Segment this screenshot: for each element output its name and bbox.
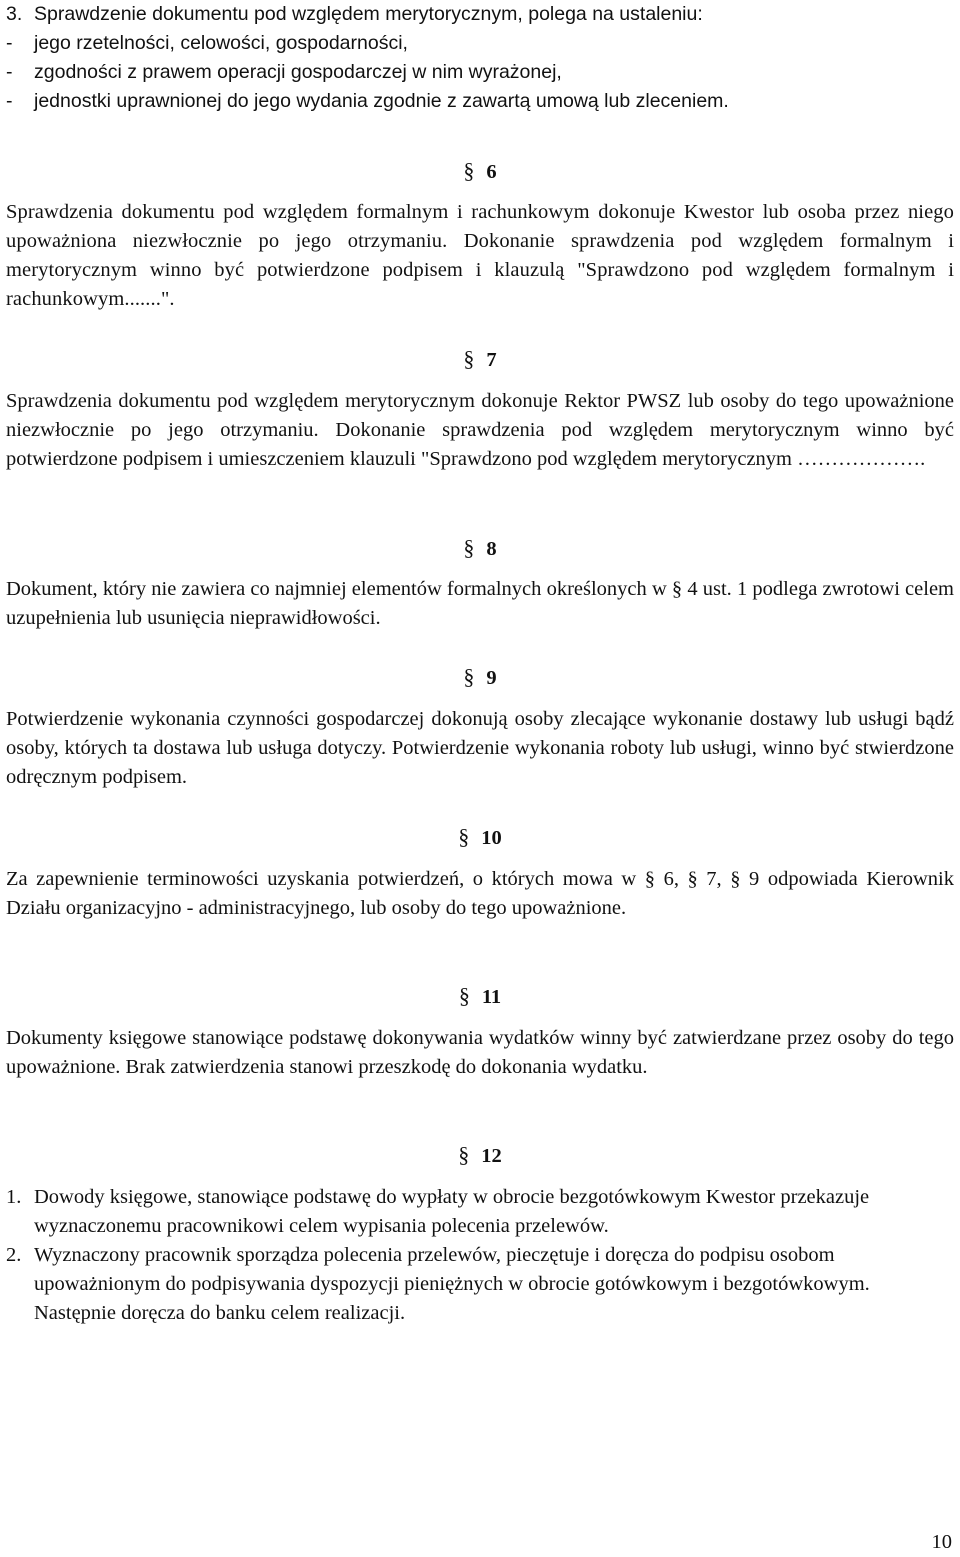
paragraph-10-text: Za zapewnienie terminowości uzyskania potwierdzeń, o których mowa w § 6, § 7, § 9 odpowiada Kierownik Działu organizacyjno - administracyjnego, lub osoby do tego upoważnione. xyxy=(6,868,954,919)
paragraph-9-heading xyxy=(6,662,954,693)
list-marker: 1. xyxy=(6,1186,22,1208)
section-3-intro xyxy=(6,0,954,29)
paragraph-10-heading xyxy=(6,822,954,853)
section-sign-icon: § xyxy=(463,158,475,183)
paragraph-8 xyxy=(6,575,954,633)
list-item xyxy=(6,1183,954,1241)
list-item-text: jednostki uprawnionej do jego wydania zgodnie z zawartą umową lub zleceniem. xyxy=(34,90,729,112)
paragraph-number: 9 xyxy=(486,667,497,689)
paragraph-8-heading xyxy=(6,533,954,564)
section-3-number: 3. xyxy=(6,3,23,25)
paragraph-number: 12 xyxy=(481,1145,502,1167)
page-number: 10 xyxy=(931,1531,952,1553)
paragraph-9 xyxy=(6,705,954,792)
section-3-intro-text: Sprawdzenie dokumentu pod względem merytorycznym, polega na ustaleniu: xyxy=(34,3,703,25)
list-item-text: zgodności z prawem operacji gospodarczej w nim wyrażonej, xyxy=(34,61,562,83)
paragraph-number: 7 xyxy=(486,349,497,371)
paragraph-number: 6 xyxy=(486,161,497,183)
paragraph-12 xyxy=(6,1183,954,1328)
paragraph-6-text: Sprawdzenia dokumentu pod względem formalnym i rachunkowym dokonuje Kwestor lub osoba przez niego upoważniona niezwłocznie po jego otrzymaniu. Dokonanie sprawdzenia pod względem formalnym i merytorycznym winno być potwierdzone podpisem i klauzulą "Sprawdzono pod względem formalnym i rachunkowym.......". xyxy=(6,201,954,310)
paragraph-6-heading xyxy=(6,156,954,187)
paragraph-7-text: Sprawdzenia dokumentu pod względem merytorycznym dokonuje Rektor PWSZ lub osoby do tego upoważnione niezwłocznie po jego otrzymaniu. Dokonanie sprawdzenia pod względem merytorycznym winno być potwierdzone podpisem i umieszczeniem klauzuli "Sprawdzono pod względem merytorycznym ………………. xyxy=(6,390,954,470)
paragraph-11-heading xyxy=(6,981,954,1012)
paragraph-number: 8 xyxy=(486,538,497,560)
paragraph-7 xyxy=(6,387,954,474)
section-3 xyxy=(6,0,954,116)
list-marker: - xyxy=(6,61,13,83)
paragraph-number: 11 xyxy=(481,986,502,1008)
list-item-text: jego rzetelności, celowości, gospodarności, xyxy=(34,32,408,54)
list-item xyxy=(6,29,954,58)
paragraph-10 xyxy=(6,865,954,923)
list-item-text: Dowody księgowe, stanowiące podstawę do wypłaty w obrocie bezgotówkowym Kwestor przekazuje wyznaczonemu pracownikowi celem wypisania polecenia przelewów. xyxy=(34,1186,870,1237)
paragraph-12-heading xyxy=(6,1140,954,1171)
paragraph-11 xyxy=(6,1024,954,1082)
list-item-text: Wyznaczony pracownik sporządza polecenia przelewów, pieczętuje i doręcza do podpisu osobom upoważnionym do podpisywania dyspozycji pieniężnych w obrocie gotówkowym i bezgotówkowym. Następnie doręcza do banku celem realizacji. xyxy=(34,1244,870,1324)
paragraph-9-text: Potwierdzenie wykonania czynności gospodarczej dokonują osoby zlecające wykonanie dostawy lub usługi bądź osoby, których ta dostawa lub usługa dotyczy. Potwierdzenie wykonania roboty lub usługi, winno być stwierdzone odręcznym podpisem. xyxy=(6,708,954,788)
list-marker: - xyxy=(6,90,13,112)
section-sign-icon: § xyxy=(458,824,470,849)
paragraph-6 xyxy=(6,198,954,314)
list-item xyxy=(6,87,954,116)
list-marker: 2. xyxy=(6,1244,22,1266)
paragraph-number: 10 xyxy=(481,827,502,849)
list-item xyxy=(6,1241,954,1328)
section-sign-icon: § xyxy=(463,346,475,371)
paragraph-11-text: Dokumenty księgowe stanowiące podstawę dokonywania wydatków winny być zatwierdzane przez osoby do tego upoważnione. Brak zatwierdzenia stanowi przeszkodę do dokonania wydatku. xyxy=(6,1027,954,1078)
section-sign-icon: § xyxy=(463,664,475,689)
list-marker: - xyxy=(6,32,13,54)
section-sign-icon: § xyxy=(458,1142,470,1167)
paragraph-7-heading xyxy=(6,344,954,375)
list-item xyxy=(6,58,954,87)
section-sign-icon: § xyxy=(458,983,470,1008)
paragraph-8-text: Dokument, który nie zawiera co najmniej elementów formalnych określonych w § 4 ust. 1 podlega zwrotowi celem uzupełnienia lub usunięcia nieprawidłowości. xyxy=(6,578,954,629)
section-sign-icon: § xyxy=(463,535,475,560)
